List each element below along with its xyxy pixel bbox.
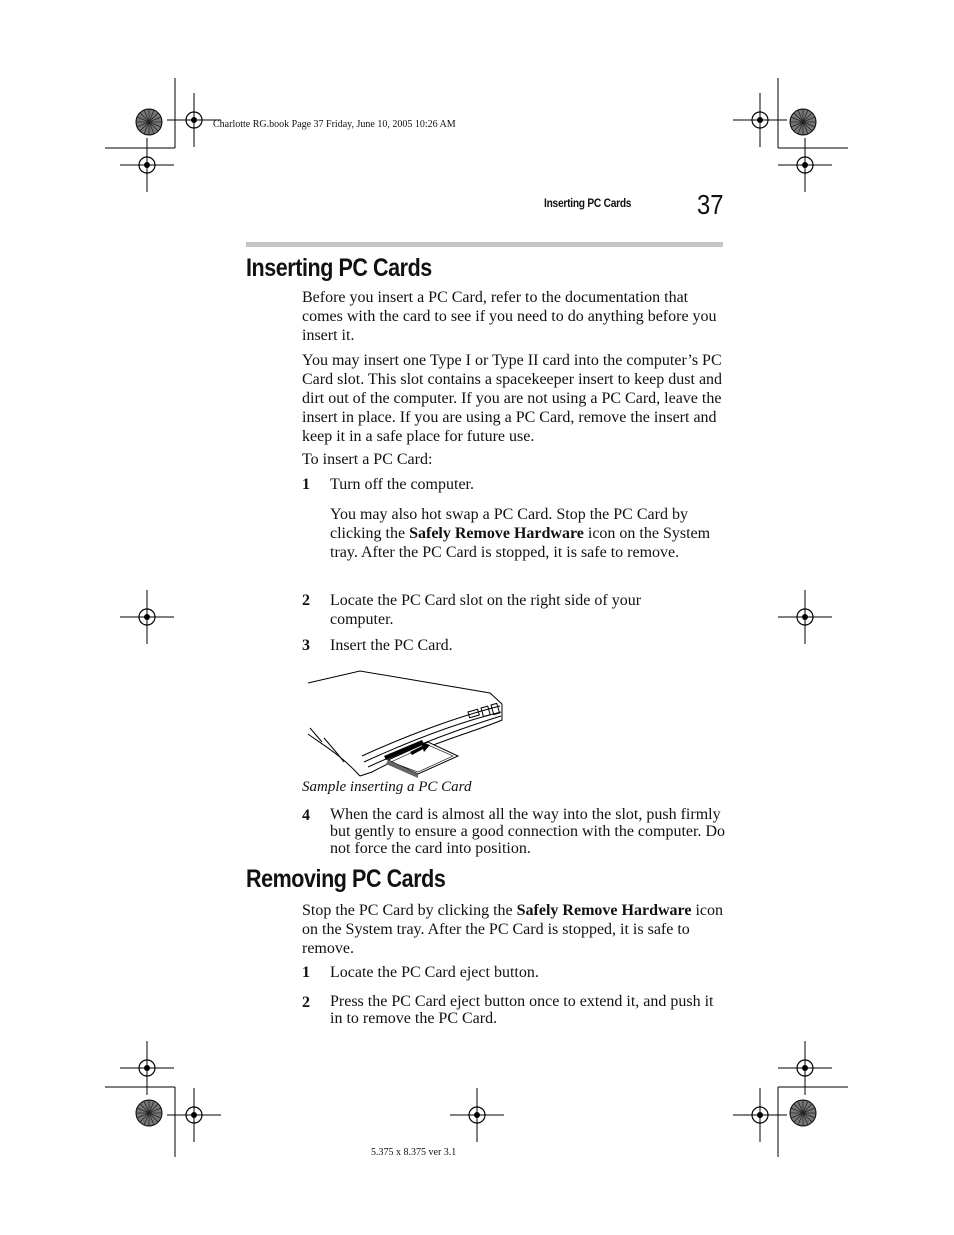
remove-paragraph: Stop the PC Card by clicking the Safely Remove Hardware icon on the System tray. After the PC Card is stopped, it is safe to remove.: [302, 902, 723, 957]
step-number: 1: [302, 964, 310, 981]
slot-paragraph: You may insert one Type I or Type II card into the computer’s PC Card slot. This slot contains a spacekeeper insert to keep dust and dirt out of the computer. If you are not using a PC Card, leave the insert in place. If you are using a PC Card, remove the insert and keep it in a safe place for future use.: [302, 352, 723, 445]
step-text: Insert the PC Card.: [330, 637, 453, 654]
step-number: 4: [302, 807, 310, 824]
laptop-pc-card-illustration: [300, 668, 510, 780]
step-number: 1: [302, 476, 310, 493]
step-text: Locate the PC Card eject button.: [330, 964, 539, 981]
instructions-lead: To insert a PC Card:: [302, 451, 433, 468]
section-rule: [246, 242, 723, 247]
step-number: 2: [302, 994, 310, 1011]
hot-swap-note: You may also hot swap a PC Card. Stop the PC Card by clicking the Safely Remove Hardware icon on the System tray. After the PC Card is stopped, it is safe to remove.: [330, 506, 711, 561]
figure-caption: Sample inserting a PC Card: [302, 779, 472, 795]
step-text: When the card is almost all the way into the slot, push firmly but gently to ensure a good connection with the computer. Do not force the card into position.: [330, 806, 726, 857]
step-text: Press the PC Card eject button once to extend it, and push it in to remove the PC Card.: [330, 993, 714, 1027]
safely-remove-hardware-term: Safely Remove Hardware: [409, 525, 584, 542]
running-header-title: Inserting PC Cards: [544, 196, 632, 210]
step-text: Turn off the computer.: [330, 476, 474, 493]
print-footer: 5.375 x 8.375 ver 3.1: [371, 1147, 457, 1158]
section-heading-inserting: Inserting PC Cards: [246, 254, 432, 282]
step-text: Locate the PC Card slot on the right side of your computer.: [330, 592, 642, 628]
step-number: 3: [302, 637, 310, 654]
section-heading-removing: Removing PC Cards: [246, 865, 446, 893]
step-number: 2: [302, 592, 310, 609]
print-slug: Charlotte RG.book Page 37 Friday, June 10, 2005 10:26 AM: [213, 119, 456, 130]
intro-paragraph: Before you insert a PC Card, refer to the documentation that comes with the card to see if you need to do anything before you insert it.: [302, 289, 717, 344]
page-number: 37: [697, 189, 724, 220]
safely-remove-hardware-term: Safely Remove Hardware: [516, 902, 692, 919]
